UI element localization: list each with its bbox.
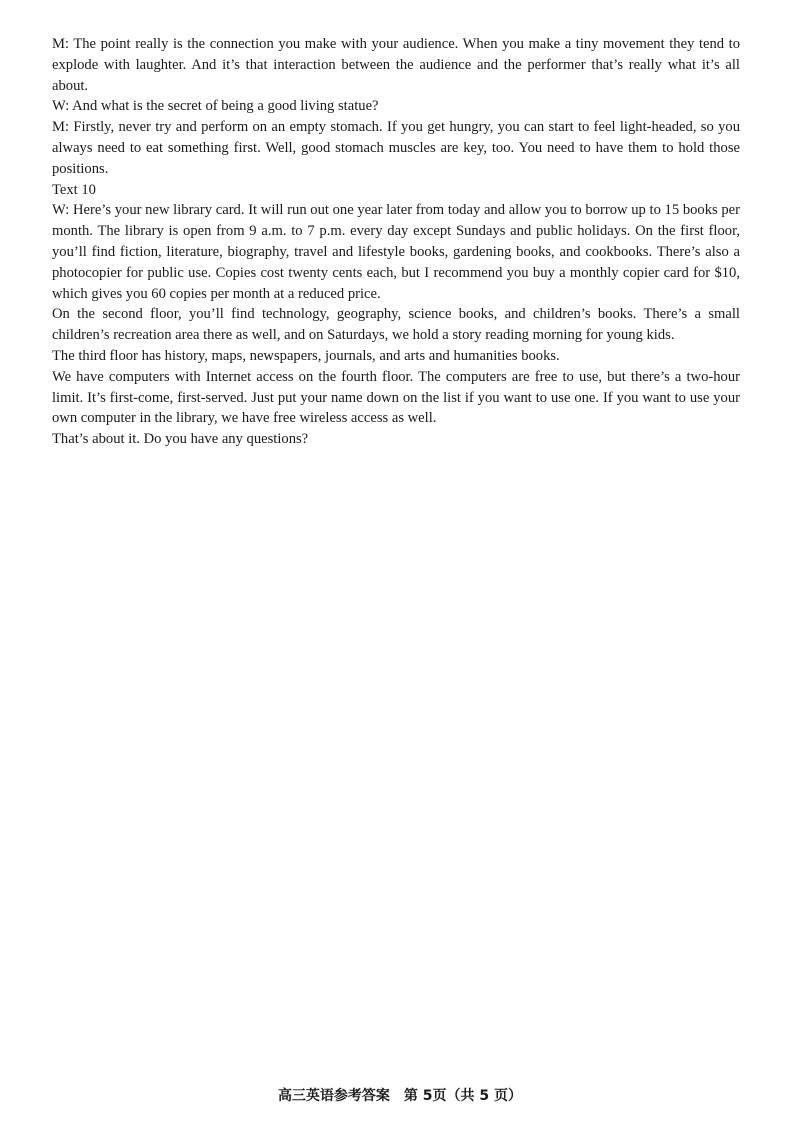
paragraph-m-stomach: M: Firstly, never try and perform on an empty stomach. If you get hungry, you can start to feel light-headed, so you always need to eat something first. Well, good stomach muscles are key, too. You need to have them to hold those positions. xyxy=(52,119,740,177)
paragraph-fourth-floor: We have computers with Internet access on the fourth floor. The computers are free to use, but there’s a two-hour limit. It’s first-come, first-served. Just put your name down on the list if you want to use one. If you want to use your own computer in the library, we have free wireless access as well. xyxy=(52,368,740,427)
paragraph-second-floor: On the second floor, you’ll find technology, geography, science books, and children’s books. There’s a small children’s recreation area there as well, and on Saturdays, we hold a story reading morning for young kids. xyxy=(52,306,740,344)
section-heading-text-10: Text 10 xyxy=(52,181,96,198)
paragraph-m-audience: M: The point really is the connection you make with your audience. When you make a tiny movement they tend to explode with laughter. And it’s that interaction between the audience and the performer that’s really what it’s all about. xyxy=(52,36,740,94)
page-footer: 高三英语参考答案 第 5页（共 5 页） xyxy=(277,1088,523,1104)
paragraph-w-secret-question: W: And what is the secret of being a good living statue? xyxy=(52,98,379,115)
paragraph-closing-question: That’s about it. Do you have any questions? xyxy=(52,431,309,448)
document-body xyxy=(52,34,740,450)
paragraph-third-floor: The third floor has history, maps, newspapers, journals, and arts and humanities books. xyxy=(52,347,560,364)
paragraph-w-library-card: W: Here’s your new library card. It will run out one year later from today and allow you to borrow up to 15 books per month. The library is open from 9 a.m. to 7 p.m. every day except Sundays and public holidays. On the first floor, you’ll find fiction, literature, biography, travel and lifestyle books, gardening books, and cookbooks. There’s also a photocopier for public use. Copies cost twenty cents each, but I recommend you buy a monthly copier card for $10, which gives you 60 copies per month at a reduced price. xyxy=(52,202,740,302)
